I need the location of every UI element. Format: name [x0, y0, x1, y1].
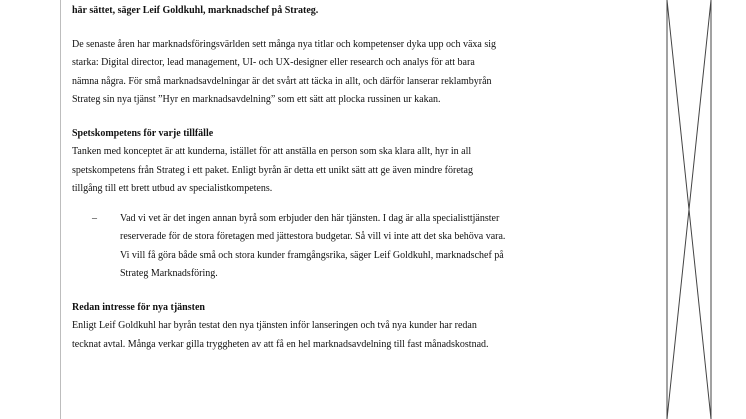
intro-line: starka: Digital director, lead management, UI- och UX-designer eller research och analys för att bara	[72, 57, 475, 68]
section-paragraph-intresse	[72, 317, 614, 354]
section-heading-spetskompetens: Spetskompetens för varje tillfälle	[72, 127, 214, 139]
section2-line: Enligt Leif Goldkuhl har byrån testat den nya tjänsten inför lanseringen och två nya kunder har redan	[72, 320, 477, 331]
quote-line: reserverade för de stora företagen med jättestora budgetar. Så vill vi inte att det ska behöva vara.	[120, 231, 506, 242]
intro-paragraph	[72, 36, 614, 110]
article-body	[72, 0, 614, 354]
quote-line: Strateg Marknadsföring.	[120, 268, 218, 279]
intro-line: nämna några. För små marknadsavdelningar är det svårt att täcka in allt, och därför lanserar reklambyrån	[72, 75, 492, 87]
quote-dash: –	[92, 212, 97, 224]
image-placeholder-frame	[666, 0, 712, 419]
lead-paragraph-tail: här sättet, säger Leif Goldkuhl, marknadschef på Strateg.	[72, 5, 319, 16]
section1-line: spetskompetens från Strateg i ett paket. Enligt byrån är detta ett unikt sätt att ge även mindre företag	[72, 164, 473, 176]
section1-line: Tanken med konceptet är att kunderna, istället för att anställa en person som ska klara allt, hyr in all	[72, 146, 472, 157]
document-page	[60, 0, 616, 419]
quote-block	[72, 210, 614, 284]
section-heading-intresse: Redan intresse för nya tjänsten	[72, 301, 205, 313]
quote-line: Vi vill få göra både små och stora kunder framgångsrika, säger Leif Goldkuhl, marknadschef på	[120, 249, 504, 261]
intro-line: De senaste åren har marknadsföringsvärlden sett många nya titlar och kompetenser dyka upp och växa sig	[72, 38, 497, 50]
section1-line: tillgång till ett brett utbud av specialistkompetens.	[72, 183, 273, 194]
placeholder-cross-icon	[666, 0, 712, 419]
section2-line: tecknat avtal. Många verkar gilla tryggheten av att få en hel marknadsavdelning till fast månadskostnad.	[72, 338, 489, 350]
intro-line: Strateg sin nya tjänst ”Hyr en marknadsavdelning” som ett sätt att plocka russinen ur kakan.	[72, 94, 441, 105]
page-border	[60, 0, 61, 419]
quote-line: Vad vi vet är det ingen annan byrå som erbjuder den här tjänsten. I dag är alla specialisttjänster	[120, 212, 500, 224]
section-paragraph-spetskompetens	[72, 143, 614, 199]
